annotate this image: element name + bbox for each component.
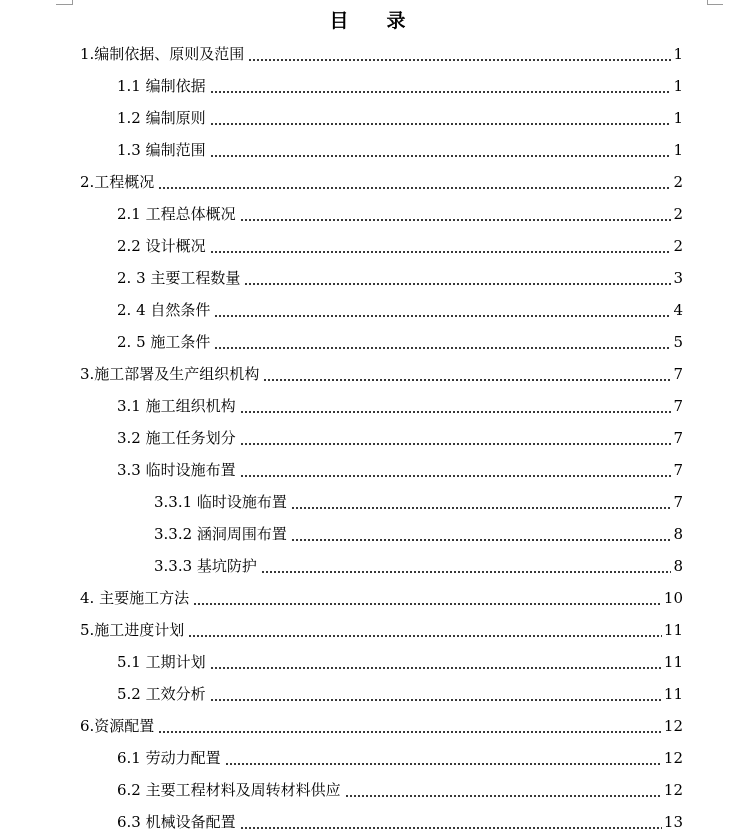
toc-entry-label: 1.2 编制原则: [117, 109, 206, 127]
toc-dot-leader: [261, 556, 672, 576]
toc-dot-leader: [210, 652, 662, 672]
toc-entry[interactable]: [0, 70, 735, 102]
toc-dot-leader: [240, 428, 672, 448]
toc-entry-label: 6.2 主要工程材料及周转材料供应: [117, 781, 341, 799]
toc-dot-leader: [210, 140, 672, 160]
toc-entry[interactable]: [0, 742, 735, 774]
toc-entry-page-number: 2: [673, 173, 683, 191]
toc-entry[interactable]: [0, 518, 735, 550]
toc-dot-leader: [240, 396, 672, 416]
toc-entry[interactable]: [0, 614, 735, 646]
toc-entry-label: 4. 主要施工方法: [80, 589, 190, 607]
toc-entry-page-number: 11: [663, 653, 683, 671]
toc-dot-leader: [188, 620, 662, 640]
toc-entry-page-number: 12: [663, 781, 683, 799]
crop-mark-right-horizontal: [707, 4, 723, 5]
toc-entry-label: 2.2 设计概况: [117, 237, 206, 255]
toc-entry-label: 3.3.1 临时设施布置: [154, 493, 287, 511]
toc-dot-leader: [240, 460, 672, 480]
toc-entry[interactable]: [0, 358, 735, 390]
toc-dot-leader: [263, 364, 671, 384]
toc-dot-leader: [158, 172, 671, 192]
toc-entry-label: 2. 5 施工条件: [117, 333, 211, 351]
toc-entry[interactable]: [0, 390, 735, 422]
toc-entry-page-number: 11: [663, 621, 683, 639]
toc-entry-label: 6.3 机械设备配置: [117, 813, 236, 831]
toc-dot-leader: [214, 332, 671, 352]
toc-dot-leader: [210, 236, 672, 256]
toc-entry-label: 6.1 劳动力配置: [117, 749, 221, 767]
toc-dot-leader: [244, 268, 671, 288]
toc-dot-leader: [240, 812, 662, 832]
toc-entry-page-number: 7: [673, 429, 683, 447]
toc-entry-label: 5.1 工期计划: [117, 653, 206, 671]
toc-dot-leader: [210, 684, 662, 704]
toc-entry-page-number: 2: [673, 237, 683, 255]
toc-entry[interactable]: [0, 38, 735, 70]
toc-entry[interactable]: [0, 582, 735, 614]
toc-entry-page-number: 1: [673, 109, 683, 127]
toc-entry-page-number: 13: [663, 813, 683, 831]
toc-entry[interactable]: [0, 806, 735, 838]
toc-entry[interactable]: [0, 230, 735, 262]
toc-entry-label: 3.3.2 涵洞周围布置: [154, 525, 287, 543]
toc-entry[interactable]: [0, 134, 735, 166]
toc-entry[interactable]: [0, 550, 735, 582]
toc-dot-leader: [291, 492, 672, 512]
toc-entry[interactable]: [0, 294, 735, 326]
toc-entry-label: 2.1 工程总体概况: [117, 205, 236, 223]
toc-dot-leader: [210, 76, 672, 96]
toc-entry-page-number: 1: [673, 45, 683, 63]
toc-entry-label: 5.施工进度计划: [80, 621, 185, 639]
toc-entry[interactable]: [0, 198, 735, 230]
toc-entry[interactable]: [0, 454, 735, 486]
toc-entry-label: 1.编制依据、原则及范围: [80, 45, 245, 63]
toc-entry[interactable]: [0, 646, 735, 678]
toc-entry-page-number: 10: [663, 589, 683, 607]
toc-entry[interactable]: [0, 262, 735, 294]
toc-dot-leader: [291, 524, 672, 544]
toc-entry-page-number: 8: [673, 525, 683, 543]
page-title: 目 录: [329, 10, 406, 32]
toc-entry-page-number: 7: [673, 461, 683, 479]
toc-entry-label: 3.2 施工任务划分: [117, 429, 236, 447]
toc-dot-leader: [248, 44, 671, 64]
toc-entry[interactable]: [0, 710, 735, 742]
toc-entry-label: 3.3.3 基坑防护: [154, 557, 257, 575]
toc-entry-label: 3.施工部署及生产组织机构: [80, 365, 260, 383]
toc-entry[interactable]: [0, 166, 735, 198]
toc-entry-page-number: 1: [673, 77, 683, 95]
toc-entry[interactable]: [0, 422, 735, 454]
toc-entry[interactable]: [0, 326, 735, 358]
toc-entry-page-number: 2: [673, 205, 683, 223]
toc-entry[interactable]: [0, 102, 735, 134]
toc-dot-leader: [225, 748, 662, 768]
toc-entry-page-number: 1: [673, 141, 683, 159]
toc-entry-page-number: 7: [673, 397, 683, 415]
toc-dot-leader: [214, 300, 671, 320]
toc-entry-label: 3.3 临时设施布置: [117, 461, 236, 479]
toc-dot-leader: [158, 716, 662, 736]
toc-entry-label: 2.工程概况: [80, 173, 155, 191]
toc-dot-leader: [193, 588, 662, 608]
toc-entry[interactable]: [0, 486, 735, 518]
toc-entry-label: 2. 3 主要工程数量: [117, 269, 241, 287]
toc-entry[interactable]: [0, 774, 735, 806]
toc-entry-label: 3.1 施工组织机构: [117, 397, 236, 415]
toc-dot-leader: [240, 204, 672, 224]
toc-entry[interactable]: [0, 678, 735, 710]
toc-dot-leader: [210, 108, 672, 128]
toc-entry-page-number: 5: [673, 333, 683, 351]
crop-mark-left: [72, 0, 73, 5]
table-of-contents: [0, 38, 735, 838]
toc-entry-label: 6.资源配置: [80, 717, 155, 735]
toc-entry-page-number: 4: [673, 301, 683, 319]
toc-entry-page-number: 7: [673, 493, 683, 511]
toc-entry-page-number: 12: [663, 749, 683, 767]
toc-entry-page-number: 3: [673, 269, 683, 287]
toc-entry-page-number: 12: [663, 717, 683, 735]
crop-mark-left-horizontal: [56, 4, 72, 5]
toc-entry-label: 2. 4 自然条件: [117, 301, 211, 319]
toc-entry-label: 1.3 编制范围: [117, 141, 206, 159]
toc-entry-label: 1.1 编制依据: [117, 77, 206, 95]
toc-dot-leader: [345, 780, 662, 800]
toc-entry-page-number: 8: [673, 557, 683, 575]
toc-entry-label: 5.2 工效分析: [117, 685, 206, 703]
toc-entry-page-number: 7: [673, 365, 683, 383]
toc-entry-page-number: 11: [663, 685, 683, 703]
